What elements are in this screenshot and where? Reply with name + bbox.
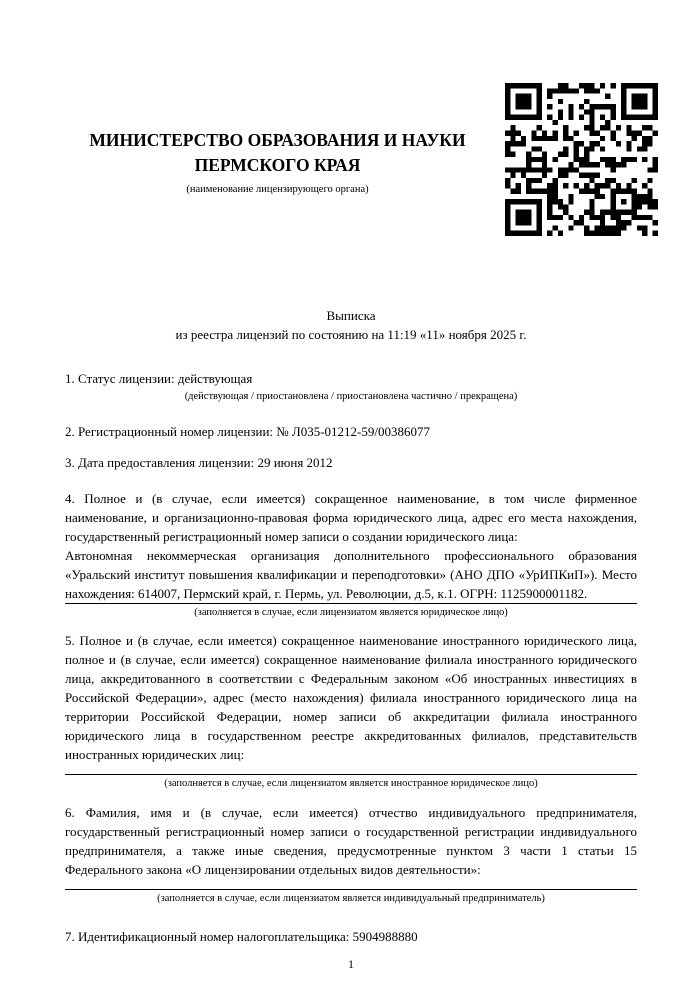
legal-entity-label: 4. Полное и (в случае, если имеется) сокращенное наименование, в том числе фирменное наименование, и организационно-правовая форма юридического лица, адрес его места нахождения, государственный регистрационный номер записи о создании юридического лица: [65,491,637,544]
title-line2: из реестра лицензий по состоянию на 11:19 «11» ноября 2025 г. [175,327,527,342]
field-foreign-entity [65,631,637,790]
field-legal-entity [65,489,637,619]
legal-entity-note: (заполняется в случае, если лицензиатом является юридическое лицо) [194,607,508,618]
fill-in-line [65,889,637,890]
field-individual-entrepreneur [65,803,637,905]
qr-code-graphic [505,83,658,236]
taxpayer-number-text: 7. Идентификационный номер налогоплательщика: 5904988880 [65,929,418,944]
foreign-entity-note: (заполняется в случае, если лицензиатом является иностранное юридическое лицо) [164,778,538,789]
qr-code-icon [505,83,658,236]
ministry-caption: (наименование лицензирующего органа) [186,184,369,195]
document-header [65,128,490,196]
fill-in-line [65,774,637,775]
license-status-text: 1. Статус лицензии: действующая [65,371,253,386]
foreign-entity-label: 5. Полное и (в случае, если имеется) сокращенное наименование иностранного юридического лица, полное и (в случае, если имеется) сокращенное наименование филиала иностранного юридического лица, аккредитованного в соответствии с Федеральным законом «Об иностранных инвестициях в Российской Федерации», адрес (место нахождения) филиала иностранного юридического лица на территории Российской Федерации, номер записи об аккредитации филиала иностранного юридического лица в государственном реестре аккредитованных филиалов, представительств иностранных юридических лиц: [65,633,637,762]
page-number: 1 [348,957,354,971]
grant-date-text: 3. Дата предоставления лицензии: 29 июня 2012 [65,455,333,470]
ministry-name-line2: ПЕРМСКОГО КРАЯ [194,155,361,175]
ministry-name-line1: МИНИСТЕРСТВО ОБРАЗОВАНИЯ И НАУКИ [89,130,466,150]
legal-entity-value: Автономная некоммерческая организация дополнительного профессионального образования «Уральский институт повышения квалификации и переподготовки» (АНО ДПО «УрИПКиП»). Место нахождения: 614007, Пермский край, г. Пермь, ул. Революции, д.5, к.1. ОГРН: 1125900001182. [65,548,637,601]
individual-entrepreneur-note: (заполняется в случае, если лицензиатом является индивидуальный предприниматель) [157,893,545,904]
field-grant-date [65,453,637,472]
license-status-note: (действующая / приостановлена / приостановлена частично / прекращена) [184,391,518,402]
document-title [65,306,637,344]
registration-number-text: 2. Регистрационный номер лицензии: № Л035-01212-59/00386077 [65,424,431,439]
field-license-status [65,369,637,403]
title-line1: Выписка [326,308,376,323]
individual-entrepreneur-label: 6. Фамилия, имя и (в случае, если имеется) отчество индивидуального предпринимателя, государственный регистрационный номер записи о государственной регистрации индивидуального предпринимателя, а также иные сведения, предусмотренные пунктом 3 части 1 статьи 15 Федерального закона «О лицензировании отдельных видов деятельности»: [65,805,637,877]
fill-in-line [65,603,637,604]
field-taxpayer-number [65,927,637,946]
field-registration-number [65,422,637,441]
